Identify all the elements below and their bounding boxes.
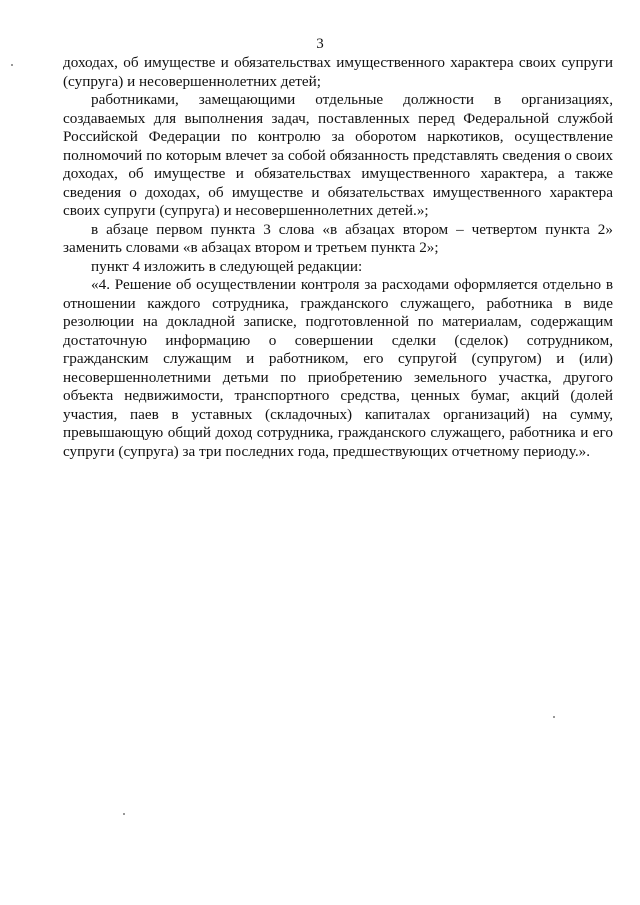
document-body — [63, 54, 613, 461]
scan-speck — [123, 813, 125, 815]
scan-speck — [11, 64, 13, 66]
paragraph-point-4-intro: пункт 4 изложить в следующей редакции: — [91, 257, 363, 275]
scan-speck — [553, 716, 555, 718]
paragraph-workers: работниками, замещающими отдельные должности в организациях, создаваемых для выполнения задач, поставленных перед Федеральной службой Российской Федерации по контролю за оборотом наркотиков, осуществление полномочий по которым влечет за собой обязанность представлять сведения о своих доходах, об имуществе и обязательствах имущественного характера, а также сведения о доходах, об имуществе и обязательствах имущественного характера своих супруги (супруга) и несовершеннолетних детей.»; — [63, 91, 613, 219]
paragraph-continuation: доходах, об имуществе и обязательствах имущественного характера своих супруги (супруга) и несовершеннолетних детей; — [63, 54, 613, 90]
page-number: 3 — [316, 36, 324, 52]
paragraph-point-4-text: «4. Решение об осуществлении контроля за расходами оформляется отдельно в отношении каждого сотрудника, гражданского служащего, работника в виде резолюции на докладной записке, подготовленной по материалам, содержащим достаточную информацию о совершении сделки (сделок) сотрудником, гражданским служащим и работником, его супругой (супругом) и (или) несовершеннолетними детьми по приобретению земельного участка, другого объекта недвижимости, транспортного средства, ценных бумаг, акций (долей участия, паев в уставных (складочных) капиталах организаций) на сумму, превышающую общий доход сотрудника, гражданского служащего, работника и его супруги (супруга) за три последних года, предшествующих отчетному периоду.». — [63, 276, 613, 460]
paragraph-amendment-point-3: в абзаце первом пункта 3 слова «в абзацах втором – четвертом пункта 2» заменить словами «в абзацах втором и третьем пункта 2»; — [63, 220, 613, 256]
